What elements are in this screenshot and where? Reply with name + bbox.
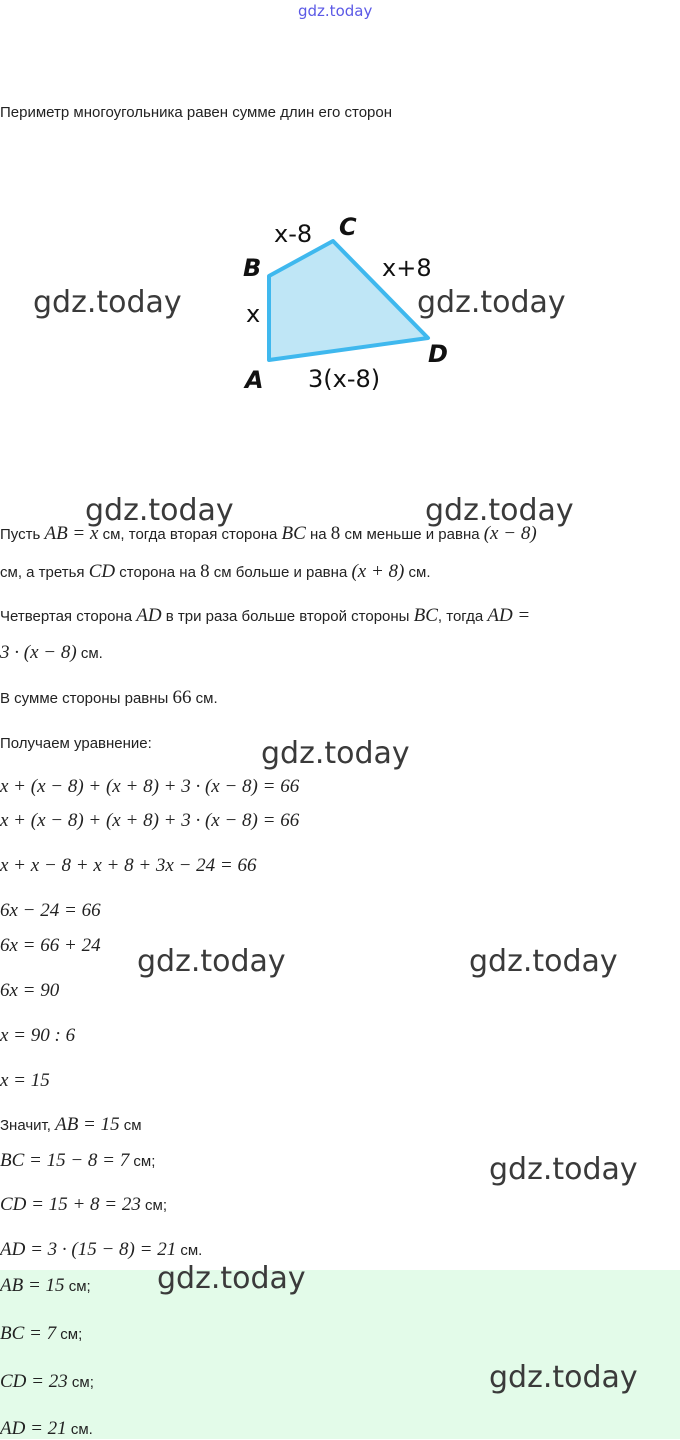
side-label-bc: x-8 xyxy=(274,220,313,248)
p1-math: CD xyxy=(88,561,116,582)
equation-line: 6x − 24 = 66 xyxy=(0,900,101,921)
side-label-ab: x xyxy=(246,300,261,328)
watermark: gdz.today xyxy=(261,736,410,771)
side-label-cd: x+8 xyxy=(382,254,432,282)
watermark: gdz.today xyxy=(157,1261,306,1296)
watermark: gdz.today xyxy=(33,285,182,320)
p1-math: (x − 8) xyxy=(483,523,537,544)
watermark: gdz.today xyxy=(489,1360,638,1395)
p2-math: AD = xyxy=(487,605,531,626)
p2-math: 3 · (x − 8) xyxy=(0,642,77,663)
p1-text: см больше и равна xyxy=(209,564,352,581)
conclusion-text: Значит, xyxy=(0,1117,56,1134)
watermark: gdz.today xyxy=(85,493,234,528)
vertex-label-b: B xyxy=(243,254,262,282)
equation-line: x = 90 : 6 xyxy=(0,1025,76,1046)
answer-line xyxy=(0,1419,93,1440)
equation-line: x = 15 xyxy=(0,1070,50,1091)
p3-text: см. xyxy=(191,690,218,707)
p1-math: 8 xyxy=(330,523,341,544)
p3-math: 66 xyxy=(172,687,192,708)
conclusion-line-1 xyxy=(0,1115,142,1136)
p1-math: (x + 8) xyxy=(351,561,405,582)
intro-text: Периметр многоугольника равен сумме длин его сторон xyxy=(0,104,393,121)
conclusion-math: AB = 15 xyxy=(55,1114,120,1135)
answer-math: AD = 21 xyxy=(0,1418,67,1439)
answer-math: CD = 23 xyxy=(0,1371,68,1392)
conclusion-unit: см. xyxy=(176,1242,203,1259)
answer-block xyxy=(0,1270,680,1439)
p1-text: см, а третья xyxy=(0,564,89,581)
p2-text: , тогда xyxy=(437,608,488,625)
vertex-label-c: C xyxy=(339,213,357,241)
conclusion-math: BC = 15 − 8 = 7 xyxy=(0,1150,130,1171)
watermark: gdz.today xyxy=(137,944,286,979)
equation-line: x + x − 8 + x + 8 + 3x − 24 = 66 xyxy=(0,855,257,876)
answer-line xyxy=(0,1276,91,1297)
p2-text: в три раза больше второй стороны xyxy=(161,608,414,625)
conclusion-unit: см; xyxy=(140,1197,168,1214)
watermark: gdz.today xyxy=(425,493,574,528)
watermark: gdz.today xyxy=(489,1152,638,1187)
paragraph-2-line-1 xyxy=(0,606,530,627)
paragraph-4: Получаем уравнение: xyxy=(0,735,152,752)
answer-math: AB = 15 xyxy=(0,1275,65,1296)
conclusion-line-4 xyxy=(0,1240,202,1261)
answer-math: BC = 7 xyxy=(0,1323,57,1344)
p2-math: AD xyxy=(136,605,162,626)
answer-unit: см; xyxy=(56,1326,83,1343)
equation-line: x + (x − 8) + (x + 8) + 3 · (x − 8) = 66 xyxy=(0,810,300,831)
paragraph-3 xyxy=(0,688,218,709)
vertex-label-a: A xyxy=(245,366,264,394)
p1-text: см. xyxy=(404,564,431,581)
watermark: gdz.today xyxy=(469,944,618,979)
p1-math: 8 xyxy=(200,561,210,582)
p1-text: см меньше и равна xyxy=(340,526,484,543)
answer-line xyxy=(0,1372,94,1393)
watermark: gdz.today xyxy=(417,285,566,320)
header-watermark[interactable]: gdz.today xyxy=(298,2,373,20)
p2-text: Четвертая сторона xyxy=(0,608,137,625)
conclusion-math: AD = 3 · (15 − 8) = 21 xyxy=(0,1239,177,1260)
answer-unit: см; xyxy=(67,1374,94,1391)
equation-line: 6x = 66 + 24 xyxy=(0,935,101,956)
paragraph-2-line-2 xyxy=(0,643,103,664)
p1-text: Пусть xyxy=(0,526,45,543)
equation-line: x + (x − 8) + (x + 8) + 3 · (x − 8) = 66 xyxy=(0,776,300,797)
answer-unit: см; xyxy=(64,1278,91,1295)
conclusion-math: CD = 15 + 8 = 23 xyxy=(0,1194,141,1215)
equation-line: 6x = 90 xyxy=(0,980,60,1001)
answer-unit: см. xyxy=(66,1421,93,1438)
p2-math: BC xyxy=(413,605,438,626)
vertex-label-d: D xyxy=(428,340,448,368)
p2-text: см. xyxy=(76,645,103,662)
p1-math: BC xyxy=(281,523,306,544)
p1-text: см, тогда вторая сторона xyxy=(98,526,282,543)
p3-text: В сумме стороны равны xyxy=(0,690,173,707)
p1-math: AB = x xyxy=(44,523,99,544)
p1-text: сторона на xyxy=(115,564,201,581)
conclusion-line-2 xyxy=(0,1151,155,1172)
answer-line xyxy=(0,1324,82,1345)
conclusion-unit: см; xyxy=(129,1153,156,1170)
side-label-ad: 3(x-8) xyxy=(308,365,381,393)
paragraph-1-line-2 xyxy=(0,562,431,583)
p1-text: на xyxy=(305,526,331,543)
conclusion-unit: см xyxy=(119,1117,142,1134)
conclusion-line-3 xyxy=(0,1195,167,1216)
